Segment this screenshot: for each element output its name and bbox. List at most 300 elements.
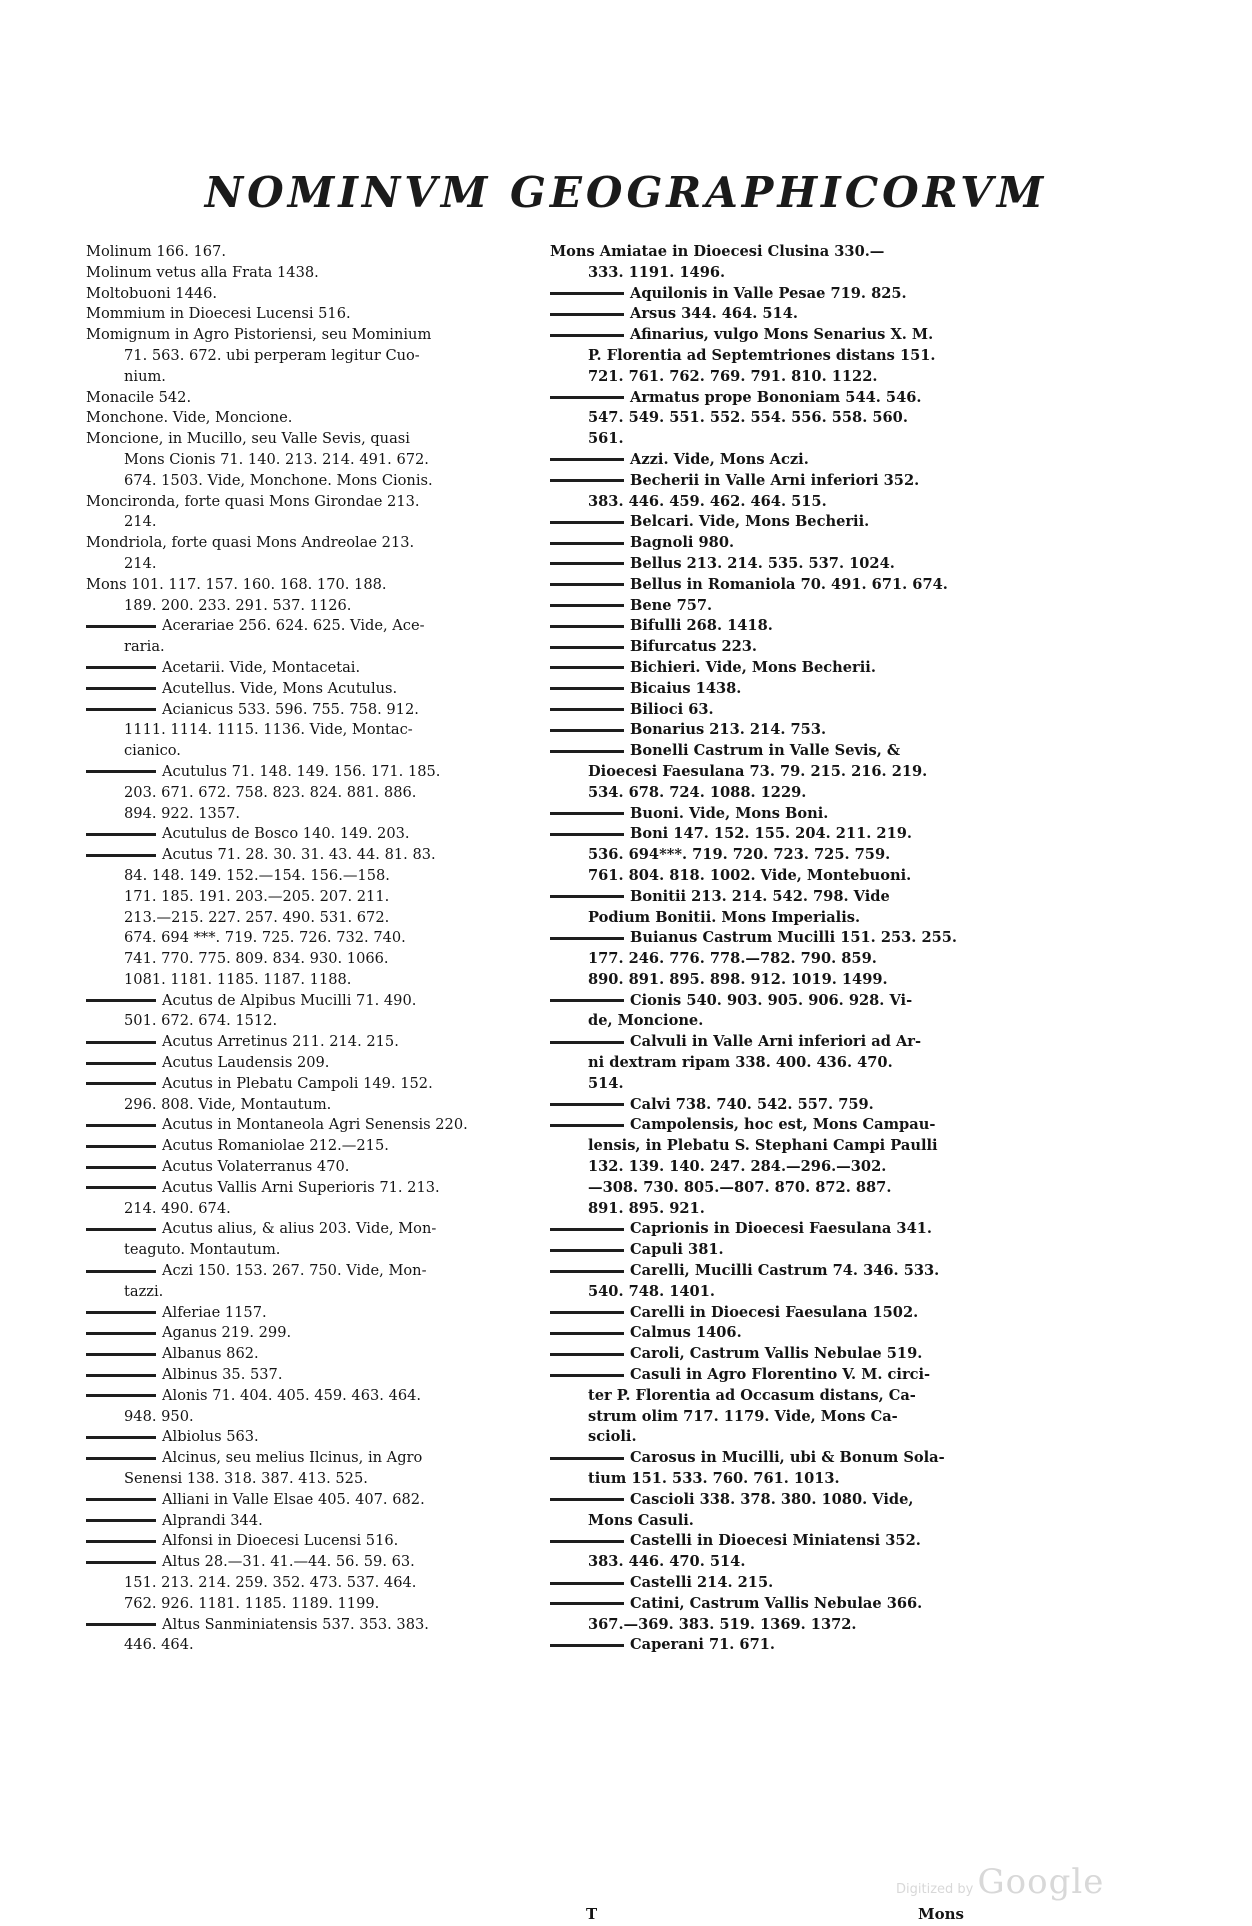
ditto-dash <box>550 625 624 628</box>
entry-continuation <box>550 970 990 991</box>
entry-text: Aganus 219. 299. <box>162 1324 292 1342</box>
ditto-dash <box>86 1186 156 1189</box>
entry-text: Calmus 1406. <box>630 1324 742 1342</box>
ditto-dash <box>550 521 624 524</box>
entry-text: 674. 694 ***. 719. 725. 726. 732. 740. <box>124 929 406 947</box>
entry-text: Bifurcatus 223. <box>630 638 757 656</box>
entry-text: Senensi 138. 318. 387. 413. 525. <box>124 1470 368 1488</box>
ditto-dash <box>86 666 156 669</box>
entry-text: Bichieri. Vide, Mons Becherii. <box>630 658 876 676</box>
entry-text: Carosus in Mucilli, ubi & Bonum Sola- <box>630 1449 945 1467</box>
entry-text: 383. 446. 470. 514. <box>588 1553 746 1571</box>
index-entry <box>550 1635 990 1656</box>
ditto-dash <box>550 458 624 461</box>
entry-continuation <box>86 471 526 492</box>
watermark <box>896 1862 1104 1902</box>
watermark-big: Google <box>977 1862 1105 1902</box>
ditto-dash <box>86 1561 156 1564</box>
ditto-dash <box>550 687 624 690</box>
entry-continuation <box>550 346 990 367</box>
ditto-dash <box>550 1582 624 1585</box>
entry-continuation <box>86 928 526 949</box>
entry-text: Acetarii. Vide, Montacetai. <box>162 658 361 676</box>
entry-text: Calvuli in Valle Arni inferiori ad Ar- <box>630 1033 922 1051</box>
entry-text: Caroli, Castrum Vallis Nebulae 519. <box>630 1345 923 1363</box>
ditto-dash <box>550 292 624 295</box>
index-entry <box>86 1303 526 1324</box>
ditto-dash <box>86 999 156 1002</box>
entry-text: Bicaius 1438. <box>630 679 742 697</box>
entry-continuation <box>86 512 526 533</box>
entry-text: Mondriola, forte quasi Mons Andreolae 213. <box>86 534 415 552</box>
ditto-dash <box>550 1124 624 1127</box>
entry-text: Acianicus 533. 596. 755. 758. 912. <box>162 700 419 718</box>
entry-continuation <box>550 908 990 929</box>
ditto-dash <box>550 1270 624 1273</box>
index-entry <box>86 616 526 637</box>
index-entry <box>550 471 990 492</box>
index-entry <box>550 1095 990 1116</box>
ditto-dash <box>550 1602 624 1605</box>
entry-text: Acutulus de Bosco 140. 149. 203. <box>162 825 410 843</box>
entry-text: Alliani in Valle Elsae 405. 407. 682. <box>162 1490 425 1508</box>
ditto-dash <box>550 999 624 1002</box>
index-entry <box>86 533 526 554</box>
entry-text: Albinus 35. 537. <box>162 1366 283 1384</box>
index-entry <box>550 637 990 658</box>
ditto-dash <box>86 708 156 711</box>
entry-text: Alcinus, seu melius Ilcinus, in Agro <box>162 1449 423 1467</box>
ditto-dash <box>86 1457 156 1460</box>
ditto-dash <box>550 1103 624 1106</box>
index-entry <box>86 658 526 679</box>
ditto-dash <box>550 1374 624 1377</box>
entry-text: Mons Cionis 71. 140. 213. 214. 491. 672. <box>124 450 429 468</box>
entry-text: Acerariae 256. 624. 625. Vide, Ace- <box>162 617 425 635</box>
ditto-dash <box>86 1519 156 1522</box>
entry-text: Belcari. Vide, Mons Becherii. <box>630 513 870 531</box>
entry-text: 446. 464. <box>124 1636 194 1654</box>
entry-text: Azzi. Vide, Mons Aczi. <box>630 450 809 468</box>
entry-text: tazzi. <box>124 1282 164 1300</box>
entry-text: Acutus in Plebatu Campoli 149. 152. <box>162 1074 433 1092</box>
ditto-dash <box>550 937 624 940</box>
index-entry <box>550 1531 990 1552</box>
entry-text: 501. 672. 674. 1512. <box>124 1012 278 1030</box>
entry-text: tium 151. 533. 760. 761. 1013. <box>588 1470 840 1488</box>
index-entry <box>550 325 990 346</box>
entry-text: Alferiae 1157. <box>162 1303 267 1321</box>
index-entry <box>550 1032 990 1053</box>
signature-mark: T <box>586 1905 598 1923</box>
entry-text: Boni 147. 152. 155. 204. 211. 219. <box>630 825 912 843</box>
ditto-dash <box>550 1228 624 1231</box>
entry-text: Acutus 71. 28. 30. 31. 43. 44. 81. 83. <box>162 846 436 864</box>
entry-continuation <box>550 1511 990 1532</box>
entry-text: 514. <box>588 1074 624 1092</box>
entry-continuation <box>86 554 526 575</box>
entry-continuation <box>550 429 990 450</box>
entry-text: Capuli 381. <box>630 1241 724 1259</box>
entry-text: 132. 139. 140. 247. 284.—296.—302. <box>588 1158 887 1176</box>
index-entry <box>86 1178 526 1199</box>
entry-text: Bonitii 213. 214. 542. 798. Vide <box>630 887 890 905</box>
index-entry <box>86 679 526 700</box>
entry-text: Moltobuoni 1446. <box>86 284 218 302</box>
page-title: NOMINVM GEOGRAPHICORVM <box>204 168 1048 217</box>
entry-text: Moncironda, forte quasi Mons Girondae 213. <box>86 492 420 510</box>
entry-continuation <box>86 1199 526 1220</box>
entry-text: ter P. Florentia ad Occasum distans, Ca- <box>588 1386 916 1404</box>
entry-text: Mons 101. 117. 157. 160. 168. 170. 188. <box>86 575 387 593</box>
index-entry <box>86 1344 526 1365</box>
entry-continuation <box>550 1136 990 1157</box>
index-entry <box>86 429 526 450</box>
entry-text: 561. <box>588 430 624 448</box>
entry-continuation <box>86 1011 526 1032</box>
entry-text: ni dextram ripam 338. 400. 436. 470. <box>588 1054 893 1072</box>
entry-text: Molinum vetus alla Frata 1438. <box>86 263 319 281</box>
index-entry <box>86 1053 526 1074</box>
entry-continuation <box>550 367 990 388</box>
ditto-dash <box>550 812 624 815</box>
index-entry <box>86 284 526 305</box>
entry-continuation <box>550 1178 990 1199</box>
ditto-dash <box>550 562 624 565</box>
index-entry <box>550 887 990 908</box>
index-entry <box>550 658 990 679</box>
entry-continuation <box>550 845 990 866</box>
index-entry <box>550 1344 990 1365</box>
index-entry <box>550 1323 990 1344</box>
ditto-dash <box>550 1540 624 1543</box>
entry-text: Bifulli 268. 1418. <box>630 617 773 635</box>
index-entry <box>86 1386 526 1407</box>
index-entry <box>550 512 990 533</box>
entry-text: Acutus Laudensis 209. <box>162 1054 330 1072</box>
entry-text: Acutus de Alpibus Mucilli 71. 490. <box>162 991 417 1009</box>
ditto-dash <box>86 1228 156 1231</box>
index-entry <box>86 408 526 429</box>
entry-continuation <box>550 1386 990 1407</box>
index-entry <box>86 242 526 263</box>
entry-text: Alprandi 344. <box>162 1511 263 1529</box>
index-entry <box>550 1490 990 1511</box>
entry-continuation <box>86 949 526 970</box>
entry-text: Molinum 166. 167. <box>86 243 226 260</box>
entry-text: Altus 28.—31. 41.—44. 56. 59. 63. <box>162 1553 415 1571</box>
ditto-dash <box>86 1436 156 1439</box>
entry-continuation <box>86 1469 526 1490</box>
index-entry <box>550 575 990 596</box>
entry-text: Cionis 540. 903. 905. 906. 928. Vi- <box>630 991 913 1009</box>
entry-text: 177. 246. 776. 778.—782. 790. 859. <box>588 950 877 968</box>
entry-text: 721. 761. 762. 769. 791. 810. 1122. <box>588 367 878 385</box>
entry-text: 383. 446. 459. 462. 464. 515. <box>588 492 827 510</box>
entry-text: Bilioci 63. <box>630 700 714 718</box>
index-entry <box>550 596 990 617</box>
entry-continuation <box>550 492 990 513</box>
entry-text: Acutus in Montaneola Agri Senensis 220. <box>162 1116 468 1134</box>
index-entry <box>550 616 990 637</box>
index-entry <box>86 325 526 346</box>
ditto-dash <box>86 625 156 628</box>
entry-text: Caprionis in Dioecesi Faesulana 341. <box>630 1220 932 1238</box>
entry-continuation <box>550 866 990 887</box>
index-entry <box>86 263 526 284</box>
entry-text: de, Moncione. <box>588 1012 704 1030</box>
entry-text: scioli. <box>588 1428 637 1446</box>
entry-continuation <box>550 1427 990 1448</box>
index-entry <box>550 679 990 700</box>
index-entry <box>86 1365 526 1386</box>
entry-continuation <box>86 1573 526 1594</box>
entry-continuation <box>550 1199 990 1220</box>
entry-continuation <box>86 596 526 617</box>
index-entry <box>86 1219 526 1240</box>
ditto-dash <box>86 1311 156 1314</box>
entry-text: Carelli in Dioecesi Faesulana 1502. <box>630 1303 919 1321</box>
ditto-dash <box>86 1332 156 1335</box>
entry-text: 890. 891. 895. 898. 912. 1019. 1499. <box>588 970 888 988</box>
entry-text: Dioecesi Faesulana 73. 79. 215. 216. 219. <box>588 762 928 780</box>
index-entry <box>550 824 990 845</box>
entry-text: 214. <box>124 554 157 572</box>
entry-text: 214. 490. 674. <box>124 1199 231 1217</box>
entry-text: Calvi 738. 740. 542. 557. 759. <box>630 1095 874 1113</box>
right-column <box>550 242 990 1656</box>
entry-text: Alonis 71. 404. 405. 459. 463. 464. <box>162 1386 422 1404</box>
entry-text: 214. <box>124 513 157 531</box>
entry-text: Bonelli Castrum in Valle Sevis, & <box>630 742 901 760</box>
index-entry <box>550 1240 990 1261</box>
entry-text: 547. 549. 551. 552. 554. 556. 558. 560. <box>588 409 908 427</box>
entry-text: 1081. 1181. 1185. 1187. 1188. <box>124 970 352 988</box>
entry-text: 1111. 1114. 1115. 1136. Vide, Montac- <box>124 721 413 739</box>
index-entry <box>86 1157 526 1178</box>
entry-text: Caperani 71. 671. <box>630 1636 775 1654</box>
ditto-dash <box>86 1374 156 1377</box>
entry-text: Moncione, in Mucillo, seu Valle Sevis, quasi <box>86 430 410 448</box>
ditto-dash <box>550 729 624 732</box>
ditto-dash <box>550 1249 624 1252</box>
index-entry <box>550 242 990 263</box>
left-column <box>86 242 526 1656</box>
index-entry <box>550 284 990 305</box>
entry-text: 741. 770. 775. 809. 834. 930. 1066. <box>124 950 389 968</box>
entry-text: 536. 694***. 719. 720. 723. 725. 759. <box>588 846 891 864</box>
entry-continuation <box>86 1635 526 1656</box>
ditto-dash <box>86 1540 156 1543</box>
entry-continuation <box>86 741 526 762</box>
entry-text: 84. 148. 149. 152.—154. 156.—158. <box>124 866 390 884</box>
index-entry <box>86 1323 526 1344</box>
ditto-dash <box>550 895 624 898</box>
index-entry <box>86 1448 526 1469</box>
ditto-dash <box>550 750 624 753</box>
ditto-dash <box>550 313 624 316</box>
index-entry <box>550 450 990 471</box>
entry-text: Acutulus 71. 148. 149. 156. 171. 185. <box>162 762 441 780</box>
entry-text: 540. 748. 1401. <box>588 1282 715 1300</box>
entry-continuation <box>550 783 990 804</box>
index-entry <box>550 1365 990 1386</box>
entry-text: 761. 804. 818. 1002. Vide, Montebuoni. <box>588 866 912 884</box>
index-entry <box>86 991 526 1012</box>
entry-text: Armatus prope Bononiam 544. 546. <box>630 388 922 406</box>
entry-text: Bellus in Romaniola 70. 491. 671. 674. <box>630 575 948 593</box>
index-entry <box>86 700 526 721</box>
entry-text: Albiolus 563. <box>162 1428 259 1446</box>
entry-text: 674. 1503. Vide, Monchone. Mons Cionis. <box>124 471 433 489</box>
entry-text: Monacile 542. <box>86 388 192 406</box>
ditto-dash <box>86 1145 156 1148</box>
ditto-dash <box>550 334 624 337</box>
entry-text: Bagnoli 980. <box>630 534 735 552</box>
ditto-dash <box>550 542 624 545</box>
index-entry <box>550 700 990 721</box>
ditto-dash <box>550 1457 624 1460</box>
entry-continuation <box>86 1282 526 1303</box>
ditto-dash <box>86 854 156 857</box>
entry-continuation <box>86 346 526 367</box>
entry-text: Castelli 214. 215. <box>630 1574 774 1591</box>
index-entry <box>86 1427 526 1448</box>
entry-text: Bonarius 213. 214. 753. <box>630 721 827 739</box>
index-entry <box>550 720 990 741</box>
index-entry <box>550 304 990 325</box>
ditto-dash <box>550 1353 624 1356</box>
entry-continuation <box>550 1469 990 1490</box>
index-entry <box>550 388 990 409</box>
entry-text: Campolensis, hoc est, Mons Campau- <box>630 1116 936 1134</box>
ditto-dash <box>550 666 624 669</box>
entry-continuation <box>86 637 526 658</box>
entry-continuation <box>550 408 990 429</box>
entry-text: Catini, Castrum Vallis Nebulae 366. <box>630 1594 923 1612</box>
index-entry <box>86 845 526 866</box>
entry-continuation <box>550 1011 990 1032</box>
entry-text: Mommium in Dioecesi Lucensi 516. <box>86 305 351 323</box>
entry-text: Cascioli 338. 378. 380. 1080. Vide, <box>630 1490 914 1508</box>
index-entry <box>550 1573 990 1594</box>
entry-continuation <box>86 367 526 388</box>
entry-text: 333. 1191. 1496. <box>588 263 726 281</box>
entry-text: Alfonsi in Dioecesi Lucensi 516. <box>162 1532 399 1550</box>
entry-text: Momignum in Agro Pistoriensi, seu Mominium <box>86 326 432 344</box>
ditto-dash <box>86 1270 156 1273</box>
entry-text: 891. 895. 921. <box>588 1199 705 1217</box>
index-entry <box>550 804 990 825</box>
entry-continuation <box>86 804 526 825</box>
ditto-dash <box>550 479 624 482</box>
entry-continuation <box>550 263 990 284</box>
entry-text: 71. 563. 672. ubi perperam legitur Cuo- <box>124 346 420 364</box>
ditto-dash <box>550 396 624 399</box>
ditto-dash <box>550 1311 624 1314</box>
entry-text: Buianus Castrum Mucilli 151. 253. 255. <box>630 929 958 947</box>
index-entry <box>86 1531 526 1552</box>
index-entry <box>86 824 526 845</box>
entry-text: Altus Sanminiatensis 537. 353. 383. <box>162 1615 429 1633</box>
ditto-dash <box>550 646 624 649</box>
index-entry <box>550 1594 990 1615</box>
index-entry <box>86 575 526 596</box>
entry-continuation <box>86 450 526 471</box>
entry-continuation <box>550 949 990 970</box>
ditto-dash <box>86 1124 156 1127</box>
entry-text: Acutus alius, & alius 203. Vide, Mon- <box>162 1220 437 1238</box>
ditto-dash <box>86 1062 156 1065</box>
entry-text: Buoni. Vide, Mons Boni. <box>630 804 829 822</box>
entry-text: Acutus Volaterranus 470. <box>162 1158 350 1176</box>
entry-continuation <box>86 887 526 908</box>
entry-text: Monchone. Vide, Moncione. <box>86 409 293 427</box>
entry-continuation <box>550 1282 990 1303</box>
entry-continuation <box>86 908 526 929</box>
ditto-dash <box>86 1041 156 1044</box>
index-entry <box>86 1261 526 1282</box>
entry-text: Acutellus. Vide, Mons Acutulus. <box>162 679 398 697</box>
entry-continuation <box>550 1615 990 1636</box>
index-entry <box>550 1261 990 1282</box>
entry-continuation <box>550 1407 990 1428</box>
index-entry <box>550 1303 990 1324</box>
ditto-dash <box>550 1644 624 1647</box>
index-entry <box>86 1490 526 1511</box>
ditto-dash <box>86 770 156 773</box>
entry-text: Becherii in Valle Arni inferiori 352. <box>630 471 920 489</box>
index-entry <box>86 762 526 783</box>
index-entry <box>550 1448 990 1469</box>
entry-text: Afinarius, vulgo Mons Senarius X. M. <box>630 326 934 344</box>
entry-text: Aczi 150. 153. 267. 750. Vide, Mon- <box>162 1262 427 1280</box>
entry-continuation <box>86 1095 526 1116</box>
index-entry <box>86 1615 526 1636</box>
entry-continuation <box>550 762 990 783</box>
entry-text: Albanus 862. <box>162 1345 259 1363</box>
index-entry <box>86 1032 526 1053</box>
ditto-dash <box>550 833 624 836</box>
index-entry <box>550 928 990 949</box>
ditto-dash <box>550 583 624 586</box>
entry-continuation <box>86 970 526 991</box>
entry-continuation <box>86 1407 526 1428</box>
entry-text: Mons Casuli. <box>588 1511 694 1529</box>
ditto-dash <box>86 1082 156 1085</box>
index-entry <box>86 1552 526 1573</box>
entry-continuation <box>86 1594 526 1615</box>
index-entry <box>550 1219 990 1240</box>
entry-text: Acutus Vallis Arni Superioris 71. 213. <box>162 1178 440 1196</box>
index-entry <box>86 304 526 325</box>
entry-text: 762. 926. 1181. 1185. 1189. 1199. <box>124 1594 380 1612</box>
watermark-small: Digitized by <box>896 1882 974 1897</box>
entry-continuation <box>550 1053 990 1074</box>
entry-text: cianico. <box>124 742 181 760</box>
ditto-dash <box>550 1332 624 1335</box>
entry-text: raria. <box>124 638 165 656</box>
ditto-dash <box>86 1353 156 1356</box>
ditto-dash <box>86 833 156 836</box>
index-entry <box>550 554 990 575</box>
entry-text: 296. 808. Vide, Montautum. <box>124 1095 332 1113</box>
entry-text: Bellus 213. 214. 535. 537. 1024. <box>630 554 895 572</box>
entry-text: 213.—215. 227. 257. 490. 531. 672. <box>124 908 390 926</box>
entry-text: Bene 757. <box>630 596 713 614</box>
entry-text: 894. 922. 1357. <box>124 804 241 822</box>
entry-text: Castelli in Dioecesi Miniatensi 352. <box>630 1532 921 1550</box>
